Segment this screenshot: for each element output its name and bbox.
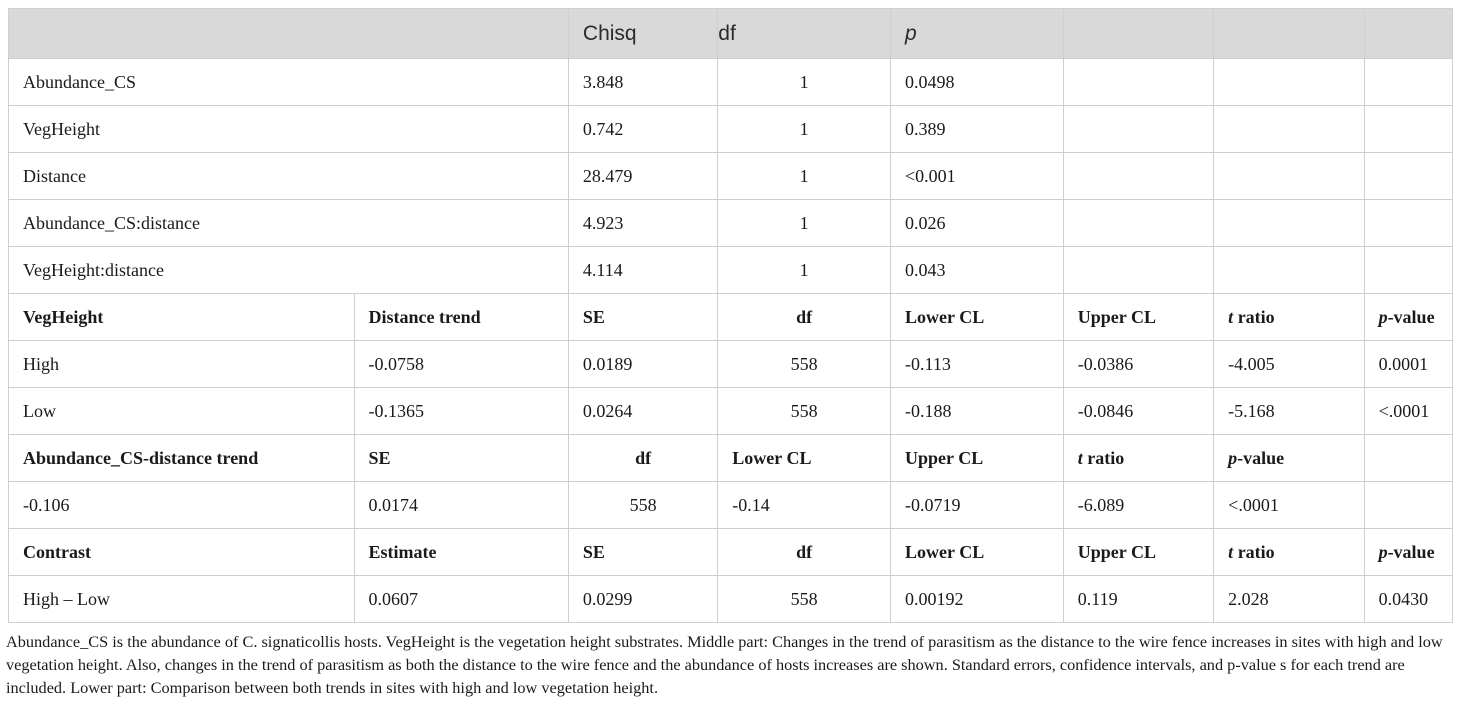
- df-cell: 1: [718, 247, 891, 294]
- p-cell: <.0001: [1364, 388, 1452, 435]
- abund-header-lower-cl: Lower CL: [718, 435, 891, 482]
- empty-cell: [1063, 153, 1213, 200]
- table-footnote: Abundance_CS is the abundance of C. signaticollis hosts. VegHeight is the vegetation height substrates. Middle part: Changes in the trend of parasitism as the distance to the wire fence increases in sites with high and low vegetation height. Also, changes in the trend of parasitism as both the distance to the wire fence and the abundance of hosts increases are shown. Standard errors, confidence intervals, and p-value s for each trend are included. Lower part: Comparison between both trends in sites with high and low vegetation height.: [6, 632, 1443, 697]
- empty-cell: [1364, 482, 1452, 529]
- header-blank-cell: [9, 9, 569, 59]
- p-symbol: p: [1378, 541, 1388, 562]
- contrast-header-lower-cl: Lower CL: [891, 529, 1064, 576]
- se-cell: 0.0264: [568, 388, 717, 435]
- df-cell: 1: [718, 200, 891, 247]
- trend-header-vegheight: VegHeight: [9, 294, 355, 341]
- ratio-label: ratio: [1233, 541, 1275, 562]
- chisq-cell: 0.742: [568, 106, 717, 153]
- contrast-header-contrast: Contrast: [9, 529, 355, 576]
- lcl-cell: -0.188: [891, 388, 1064, 435]
- se-cell: 0.0174: [354, 482, 568, 529]
- lcl-cell: -0.14: [718, 482, 891, 529]
- table-row: [9, 106, 1453, 153]
- empty-cell: [1364, 153, 1452, 200]
- t-cell: -6.089: [1063, 482, 1213, 529]
- ratio-label: ratio: [1233, 306, 1275, 327]
- empty-cell: [1364, 106, 1452, 153]
- empty-cell: [1063, 200, 1213, 247]
- ucl-cell: 0.119: [1063, 576, 1213, 623]
- header-chisq: Chisq: [568, 9, 717, 59]
- header-empty-1: [1063, 9, 1213, 59]
- value-label: -value: [1237, 447, 1285, 468]
- contrast-cell: High – Low: [9, 576, 355, 623]
- abundance-header-row: [9, 435, 1453, 482]
- abund-header-df: df: [568, 435, 717, 482]
- t-symbol: t: [1077, 447, 1083, 468]
- term-cell: Abundance_CS:distance: [9, 200, 569, 247]
- lcl-cell: -0.113: [891, 341, 1064, 388]
- p-cell: <.0001: [1214, 482, 1364, 529]
- trend-cell: -0.0758: [354, 341, 568, 388]
- p-symbol: p: [1228, 447, 1238, 468]
- header-row: [9, 9, 1453, 59]
- abund-header-upper-cl: Upper CL: [891, 435, 1064, 482]
- header-df: df: [718, 9, 891, 59]
- term-cell: VegHeight: [9, 106, 569, 153]
- empty-cell: [1364, 200, 1452, 247]
- table-row: [9, 482, 1453, 529]
- t-cell: -4.005: [1214, 341, 1364, 388]
- trend-header-se: SE: [568, 294, 717, 341]
- empty-cell: [1063, 106, 1213, 153]
- contrast-header-p-value: [1364, 529, 1452, 576]
- trend-header-row: [9, 294, 1453, 341]
- p-cell: 0.0430: [1364, 576, 1452, 623]
- chisq-cell: 4.114: [568, 247, 717, 294]
- term-cell: Abundance_CS: [9, 59, 569, 106]
- empty-cell: [1214, 106, 1364, 153]
- df-cell: 558: [718, 388, 891, 435]
- df-cell: 1: [718, 106, 891, 153]
- t-cell: -5.168: [1214, 388, 1364, 435]
- empty-cell: [1063, 247, 1213, 294]
- contrast-header-row: [9, 529, 1453, 576]
- contrast-header-upper-cl: Upper CL: [1063, 529, 1213, 576]
- df-cell: 1: [718, 59, 891, 106]
- header-empty-3: [1364, 9, 1452, 59]
- empty-cell: [1364, 435, 1452, 482]
- empty-cell: [1214, 153, 1364, 200]
- ucl-cell: -0.0846: [1063, 388, 1213, 435]
- trend-header-distance-trend: Distance trend: [354, 294, 568, 341]
- veg-cell: Low: [9, 388, 355, 435]
- empty-cell: [1063, 59, 1213, 106]
- trend-header-upper-cl: Upper CL: [1063, 294, 1213, 341]
- p-symbol: p: [1378, 306, 1388, 327]
- empty-cell: [1364, 247, 1452, 294]
- se-cell: 0.0189: [568, 341, 717, 388]
- p-cell: <0.001: [891, 153, 1064, 200]
- ucl-cell: -0.0719: [891, 482, 1064, 529]
- chisq-cell: 3.848: [568, 59, 717, 106]
- contrast-header-estimate: Estimate: [354, 529, 568, 576]
- header-p: p: [891, 9, 1064, 59]
- table-row: [9, 59, 1453, 106]
- value-label: -value: [1387, 306, 1435, 327]
- estimate-cell: 0.0607: [354, 576, 568, 623]
- table-row: [9, 341, 1453, 388]
- trend-header-df: df: [718, 294, 891, 341]
- t-symbol: t: [1228, 306, 1234, 327]
- contrast-header-df: df: [718, 529, 891, 576]
- chisq-cell: 28.479: [568, 153, 717, 200]
- p-cell: 0.0001: [1364, 341, 1452, 388]
- header-empty-2: [1214, 9, 1364, 59]
- table-row: [9, 153, 1453, 200]
- empty-cell: [1214, 247, 1364, 294]
- ucl-cell: -0.0386: [1063, 341, 1213, 388]
- term-cell: Distance: [9, 153, 569, 200]
- p-cell: 0.0498: [891, 59, 1064, 106]
- abund-header-se: SE: [354, 435, 568, 482]
- trend-header-p-value: [1364, 294, 1452, 341]
- trend-cell: -0.1365: [354, 388, 568, 435]
- empty-cell: [1364, 59, 1452, 106]
- chisq-cell: 4.923: [568, 200, 717, 247]
- df-cell: 558: [568, 482, 717, 529]
- p-cell: 0.026: [891, 200, 1064, 247]
- contrast-header-se: SE: [568, 529, 717, 576]
- df-cell: 558: [718, 576, 891, 623]
- value-label: -value: [1387, 541, 1435, 562]
- abund-header-p-value: [1214, 435, 1364, 482]
- results-table-container: [8, 8, 1453, 623]
- df-cell: 1: [718, 153, 891, 200]
- veg-cell: High: [9, 341, 355, 388]
- results-table: [8, 8, 1453, 623]
- term-cell: VegHeight:distance: [9, 247, 569, 294]
- se-cell: 0.0299: [568, 576, 717, 623]
- table-row: [9, 388, 1453, 435]
- p-cell: 0.043: [891, 247, 1064, 294]
- empty-cell: [1214, 200, 1364, 247]
- abund-trend-cell: -0.106: [9, 482, 355, 529]
- table-row: [9, 576, 1453, 623]
- t-symbol: t: [1228, 541, 1234, 562]
- table-row: [9, 247, 1453, 294]
- df-cell: 558: [718, 341, 891, 388]
- trend-header-t-ratio: [1214, 294, 1364, 341]
- empty-cell: [1214, 59, 1364, 106]
- contrast-header-t-ratio: [1214, 529, 1364, 576]
- ratio-label: ratio: [1082, 447, 1125, 468]
- lcl-cell: 0.00192: [891, 576, 1064, 623]
- trend-header-lower-cl: Lower CL: [891, 294, 1064, 341]
- p-cell: 0.389: [891, 106, 1064, 153]
- abund-header-trend: Abundance_CS-distance trend: [9, 435, 355, 482]
- t-cell: 2.028: [1214, 576, 1364, 623]
- table-row: [9, 200, 1453, 247]
- abund-header-t-ratio: [1063, 435, 1213, 482]
